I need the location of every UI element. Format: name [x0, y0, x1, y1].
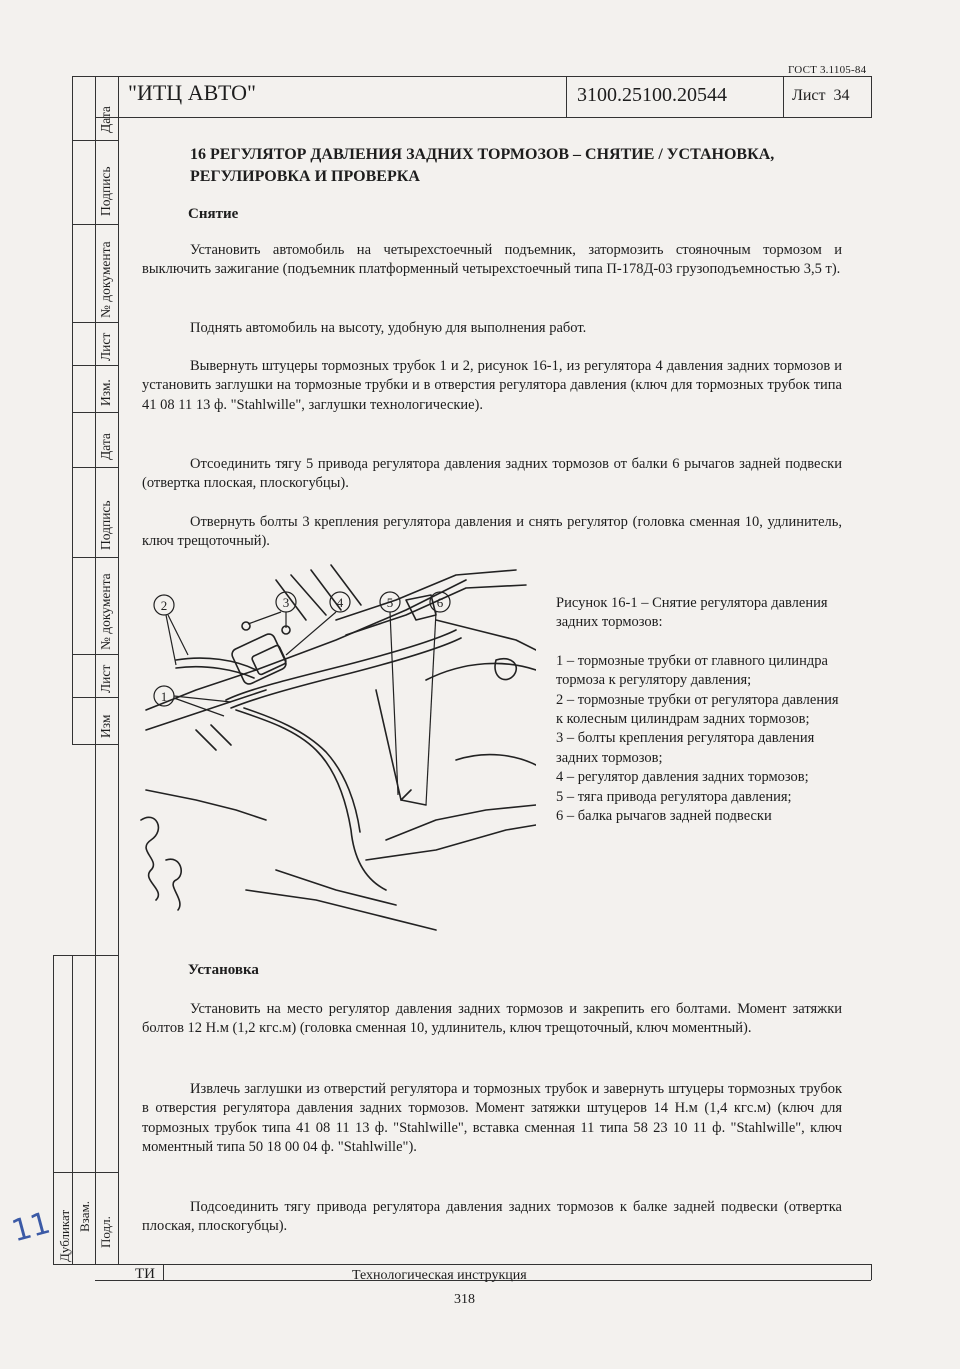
stamp-change-2: Изм — [98, 714, 113, 738]
stamp-date-2: Дата — [98, 433, 113, 460]
figure-caption — [556, 594, 846, 826]
stamp-signature-2: Подпись — [98, 500, 113, 550]
brake-regulator-figure — [136, 560, 536, 940]
organization-name: "ИТЦ АВТО" — [128, 80, 256, 105]
stamp-sheet-2: Лист — [98, 664, 113, 693]
callout-5: 5 — [386, 595, 394, 610]
installation-heading: Установка — [188, 962, 259, 978]
document-number: 3100.25100.20544 — [577, 84, 727, 106]
handwritten-mark: 11 — [8, 1205, 55, 1250]
caption-title: Рисунок 16-1 – Снятие регулятора давления задних тормозов: — [556, 595, 828, 631]
footer-code: ТИ — [135, 1266, 155, 1282]
section-title: 16 РЕГУЛЯТОР ДАВЛЕНИЯ ЗАДНИХ ТОРМОЗОВ – СНЯТИЕ / УСТАНОВКА, РЕГУЛИРОВКА И ПРОВЕРКА — [190, 146, 775, 185]
stamp-signature-1: Подпись — [98, 166, 113, 216]
legend-item: 3 – болты крепления регулятора давления задних тормозов; — [556, 730, 815, 766]
stamp-docnum-1: № документа — [98, 241, 113, 318]
stamp-sheet-1: Лист — [98, 332, 113, 361]
callout-6: 6 — [436, 595, 444, 610]
legend-item: 2 – тормозные трубки от регулятора давления к колесным цилиндрам задних тормозов; — [556, 691, 839, 728]
legend-item: 6 – балка рычагов задней подвески — [556, 808, 772, 825]
removal-paragraph: Поднять автомобиль на высоту, удобную для выполнения работ. — [190, 320, 587, 336]
stamp-replace: Взам. — [77, 1200, 92, 1232]
callout-4: 4 — [336, 595, 344, 610]
legend-item: 1 – тормозные трубки от главного цилиндра тормоза к регулятору давления; — [556, 652, 828, 689]
removal-paragraph: Отсоединить тягу 5 привода регулятора давления задних тормозов от балки 6 рычагов задней подвески (отвертка плоская, плоскогубцы). — [142, 456, 842, 492]
stamp-docnum-2: № документа — [98, 573, 113, 650]
legend-item: 5 – тяга привода регулятора давления; — [556, 788, 792, 805]
removal-paragraph: Установить автомобиль на четырехстоечный подъемник, затормозить стояночным тормозом и выключить зажигание (подъемник платформенный четырехстоечный типа П-178Д-03 грузоподъемностью 3,5 т). — [142, 242, 842, 278]
footer-doc-type: Технологическая инструкция — [352, 1268, 527, 1283]
removal-paragraph: Вывернуть штуцеры тормозных трубок 1 и 2, рисунок 16-1, из регулятора 4 давления задних тормозов и установить заглушки на тормозные трубки и в отверстия регулятора давления (ключ для тормозных трубок типа 41 08 11 13 ф. "Stahlwille", заглушки технологические). — [142, 358, 842, 413]
gost-label: ГОСТ 3.1105-84 — [788, 64, 867, 76]
sheet-number: Лист 34 — [792, 87, 850, 104]
callout-3: 3 — [282, 595, 290, 610]
legend-item: 4 – регулятор давления задних тормозов; — [556, 769, 809, 786]
page-number: 318 — [454, 1292, 475, 1307]
callout-2: 2 — [160, 598, 168, 613]
stamp-date-1: Дата — [98, 106, 113, 133]
removal-heading: Снятие — [188, 206, 239, 222]
removal-paragraph: Отвернуть болты 3 крепления регулятора давления и снять регулятор (головка сменная 10, удлинитель, ключ трещоточный). — [142, 514, 842, 550]
stamp-duplicate: Дубликат — [57, 1209, 72, 1262]
installation-paragraph: Установить на место регулятор давления задних тормозов и закрепить его болтами. Момент затяжки болтов 12 Н.м (1,2 кгс.м) (головка сменная 10, удлинитель, ключ трещоточный, ключ моментный). — [142, 1001, 842, 1037]
installation-paragraph: Подсоединить тягу привода регулятора давления задних тормозов к балке задней подвески (отвертка плоская, плоскогубцы). — [142, 1199, 842, 1235]
callout-1: 1 — [160, 689, 168, 704]
stamp-original: Подл. — [98, 1216, 113, 1248]
stamp-change-1: Изм. — [98, 379, 113, 406]
installation-paragraph: Извлечь заглушки из отверстий регулятора и тормозных трубок и завернуть штуцеры тормозных трубок в отверстия регулятора давления задних тормозов. Момент затяжки штуцеров 14 Н.м (1,4 кгс.м) (ключ для тормозных трубок типа 41 08 11 13 ф. "Stahlwille", вставка сменная 11 типа 58 23 10 11 ф. "Stahlwille", ключ моментный типа 50 18 00 04 ф. "Stahlwille"). — [142, 1081, 842, 1156]
